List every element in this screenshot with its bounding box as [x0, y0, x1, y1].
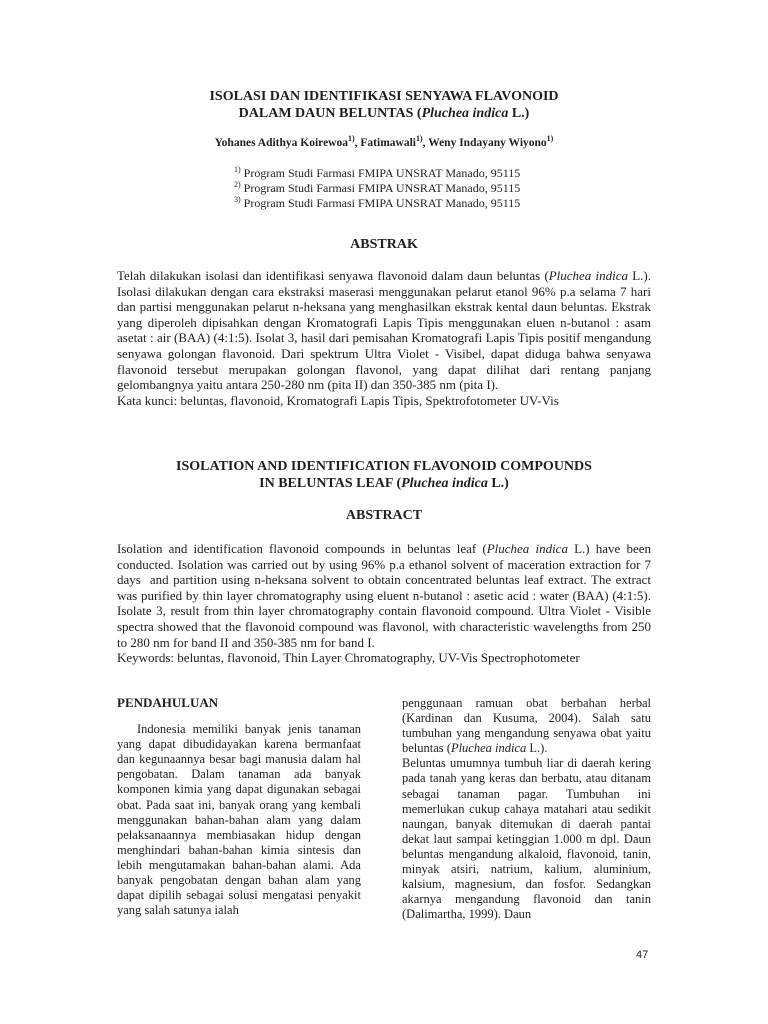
author-name: Weny Indayany Wiyono	[428, 137, 547, 149]
author-name: Yohanes Adithya Koirewoa	[214, 137, 348, 149]
paper-title-id	[0, 88, 768, 122]
title-en-line1: ISOLATION AND IDENTIFICATION FLAVONOID COMPOUNDS	[176, 459, 592, 474]
abstract-keywords: Keywords: beluntas, flavonoid, Thin Layer Chromatography, UV-Vis Spectrophotometer	[117, 650, 580, 666]
paper-title-en	[0, 458, 768, 492]
intro-left-column	[117, 695, 361, 918]
title-en-line2: IN BELUNTAS LEAF (Pluchea indica L.)	[259, 476, 509, 491]
abstrak-heading: ABSTRAK	[350, 237, 418, 252]
intro-paragraph: Beluntas umumnya tumbuh liar di daerah kering pada tanah yang keras dan berbatu, atau ditanam sebagai tanaman pagar. Tumbuhan ini memerlukan cukup cahaya matahari atau sedikit naungan, banyak ditemukan di daerah pantai dekat laut sampai ketinggian 1.000 m dpl. Daun beluntas mengandung alkaloid, flavonoid, tanin, minyak atsiri, natrium, kalium, aluminium, kalsium, magnesium, dan fosfor. Sedangkan akarnya mengandung flavonoid dan tanin (Dalimartha, 1999). Daun	[402, 756, 651, 922]
title-id-line1: ISOLASI DAN IDENTIFIKASI SENYAWA FLAVONOID	[209, 89, 559, 104]
intro-paragraph: penggunaan ramuan obat berbahan herbal (Kardinan dan Kusuma, 2004). Salah satu tumbuhan yang mengandung senyawa obat yaitu beluntas (Pluchea indica L.).	[402, 696, 651, 756]
author-name: Fatimawali	[360, 137, 416, 149]
affiliation: $^{2)}$ Program Studi Farmasi FMIPA UNSRAT Manado, 95115	[234, 180, 521, 195]
abstract-body	[117, 541, 651, 666]
abstrak-keywords: Kata kunci: beluntas, flavonoid, Kromatografi Lapis Tipis, Spektrofotometer UV-Vis	[117, 392, 559, 408]
intro-paragraph: Indonesia memiliki banyak jenis tanaman yang dapat dibudidayakan karena bermanfaat dan kegunaannya besar bagi manusia dalam hal pengobatan. Dalam tanaman ada banyak komponen kimia yang dapat digunakan sebagai obat. Pada saat ini, banyak orang yang kembali menggunakan bahan-bahan alam yang dalam pelaksanaannya membiasakan hidup dengan menghindari bahan-bahan kimia sintesis dan lebih mengutamakan bahan-bahan alami. Ada banyak pengobatan dengan bahan alam yang dapat dipilih sebagai solusi mengatasi penyakit yang salah satunya ialah	[117, 722, 361, 918]
abstract-heading: ABSTRACT	[345, 508, 423, 523]
intro-right-column	[402, 696, 651, 922]
affiliation-list	[234, 166, 520, 211]
title-id-line2: DALAM DAUN BELUNTAS (Pluchea indica L.)	[238, 106, 530, 121]
author-list: Yohanes Adithya Koirewoa$^{1)}$, Fatimawali$^{1)}$, Weny Indayany Wiyono$^{1)}$	[214, 134, 554, 149]
abstrak-body	[117, 268, 651, 408]
affiliation: $^{3)}$ Program Studi Farmasi FMIPA UNSRAT Manado, 95115	[234, 195, 521, 210]
abstract-text: Isolation and identification flavonoid compounds in beluntas leaf (Pluchea indica L.) have been conducted. Isolation was carried out by using 96% p.a ethanol solvent of maceration extraction for 7 days and partition using n-heksana solvent to obtain concentrated beluntas leaf extract. The extract was purified by thin layer chromatography using eluent n-butanol : asetic acid : water (BAA) (4:1:5). Isolate 3, result from thin layer chromatography contain flavonoid compound. Ultra Violet - Visible spectra showed that the flavonoid compound was flavonol, with characteristic wavelengths from 250 to 280 nm for band II and 350-385 nm for band I.	[117, 541, 651, 650]
abstrak-text: Telah dilakukan isolasi dan identifikasi senyawa flavonoid dalam daun beluntas (Pluchea indica L.). Isolasi dilakukan dengan cara ekstraksi maserasi menggunakan pelarut etanol 96% p.a selama 7 hari dan partisi menggunakan pelarut n-heksana yang menghasilkan ekstrak kental daun beluntas. Ekstrak yang diperoleh dipisahkan dengan Kromatografi Lapis Tipis menggunakan eluen n-butanol : asam asetat : air (BAA) (4:1:5). Isolat 3, hasil dari pemisahan Kromatografi Lapis Tipis positif mengandung senyawa golongan flavonoid. Dari spektrum Ultra Violet - Visibel, dapat diduga bahwa senyawa flavonoid tersebut merupakan golongan flavonol, yang dapat dilihat dari rentang panjang gelombangnya yaitu antara 250-280 nm (pita II) dan 350-385 nm (pita I).	[117, 268, 651, 393]
pendahuluan-heading: PENDAHULUAN	[117, 695, 219, 710]
page-number: 47	[636, 949, 649, 961]
affiliation: $^{1)}$ Program Studi Farmasi FMIPA UNSRAT Manado, 95115	[234, 165, 521, 180]
